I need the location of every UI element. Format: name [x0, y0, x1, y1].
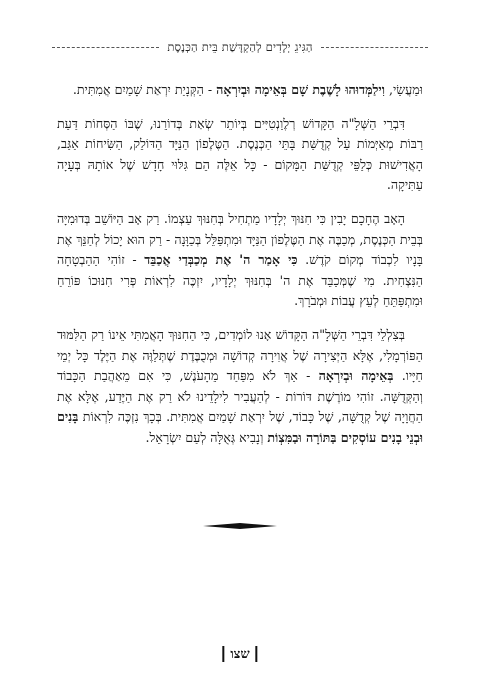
text-run: בְּצִלְלֵי דִּבְרֵי הַשְּׁלָ"ה הַקָּדוֹשׁ אָנוּ לוֹמְדִים, כִּי הַחִנּוּךְ הָאֲמִתִּי אֵינוֹ רַק הַלִּמּוּד הַפּוֹרְמָלִי, אֶלָּא הַיְּצִירָה שֶׁל אֲוִירָה קְדוֹשָׁה וּמְכֻבֶּדֶת שֶׁתְּלַוֶּה אֶת הַיֶּלֶד כָּל יְמֵי חַיָּיו. [57, 326, 423, 384]
running-header-title: הַגִּיגֵ יְלָדִים לְהַקְדָּשַׁת בֵּית הַכְּנֶסֶת [167, 40, 313, 54]
body-text [57, 80, 423, 462]
paragraph [57, 209, 423, 312]
running-header [52, 40, 428, 54]
header-rule-right [321, 47, 428, 48]
text-run: - אַךְ לֹא מִפַּחַד מֵהָעֹנֶשׁ, כִּי אִם מֵאַהֲבַת הַכָּבוֹד וְהַקְּדֻשָּׁה. זוֹהִי מוֹרֶשֶׁת דּוֹרוֹת - לְהַעֲבִיר לִילָדֵינוּ לֹא רַק אֶת הַיֶּדַע, אֶלָּא אֶת הַחֲוָיָה שֶׁל קְדֻשָּׁה, שֶׁל כָּבוֹד, שֶׁל יִרְאַת שָׁמַיִם אֲמִתִּית. בְּכָךְ נִזְכֶּה לִרְאוֹת [57, 368, 423, 425]
header-rule-left [52, 47, 159, 48]
folio-bar-left [222, 646, 224, 662]
paragraph [57, 114, 423, 196]
text-run: וְנָבִיא גְּאֻלָּה לְעַם יִשְׂרָאֵל. [145, 429, 268, 445]
paragraph [57, 325, 423, 449]
text-run: - זוֹהִי הַהַבְטָחָה הַנִּצְחִית. מִי שֶׁמְּכַבֵּד אֶת ה' בְּחִנּוּךְ יְלָדָיו, יִזְכֶּה לִרְאוֹת פְּרִי חִנּוּכוֹ פּוֹרֵחַ וּמִתְפַּתֵּחַ לְעֵץ עֲבוֹת וּמְבֹרָךְ. [57, 252, 423, 309]
folio-bar-right [256, 646, 258, 662]
bold-phrase: בָּנִים וּבְנֵי בָנִים עוֹסְקִים בַּתּוֹרָה וּבַמִּצְוֹת [57, 409, 423, 445]
text-run: דִּבְרֵי הַשְּׁלָ"ה הַקָּדוֹשׁ רְלֶוַנְטִיִּים בְּיוֹתֵר שְׂאַת בְּדוֹרֵנוּ, שֶׁבּוֹ הַסְּחוֹת דַּעַת רַבּוֹת מְאַיְּמוֹת עַל קְדֻשַּׁת בָּתֵּי הַכְּנֶסֶת. הַטֶּלֶפוֹן הַנַּיָּד הַדּוֹלֵק, הַשִּׂיחוֹת אַגַּב, הָאֲדִישׁוּת כְּלַפֵּי קְדֻשַּׁת הַמָּקוֹם - כָּל אֵלֶּה הֵם גִּלּוּי חָדָשׁ שֶׁל אוֹתָהּ בְּעָיָה עַתִּיקָה. [57, 115, 423, 193]
diamond-rule-ornament-icon [203, 521, 277, 531]
bold-phrase: כִּי אָמַר ה' אֶת מְכַבְּדַי אֲכַבֵּד [144, 252, 298, 268]
text-run: - הַקְּנָיַת יִרְאַת שָׁמַיִם אֲמִתִּית. [72, 82, 217, 97]
text-run: הָאָב הֶחָכָם יָבִין כִּי חִנּוּךְ יְלָדָיו מַתְחִיל בְּחִנּוּךְ עַצְמוֹ. רַק אָב הַיּוֹשֵׁב בְּדוּמִיָּה בְּבֵית הַכְּנֶסֶת, מְכַבֶּה אֶת הַטֶּלֶפוֹן הַנַּיָּד וּמִתְפַּלֵּל בְּכַוָּנָה - רַק הוּא יָכוֹל לְחַנֵּךְ אֶת בָּנָיו לִכְבוֹד מְקוֹם קֹדֶשׁ. [57, 210, 424, 268]
page-number-text: שצו [230, 647, 250, 662]
paragraph [57, 80, 423, 101]
text-run: וּמַעֲשַׂי, [384, 82, 423, 97]
page-number [222, 646, 257, 662]
bold-phrase: וִילַמְּדוּהוּ לָשֶׁבֶת שָׁם בְּאֵימָה וּבְיִרְאָה [216, 82, 385, 97]
bold-phrase: בְּאֵימָה וּבְיִרְאָה [318, 368, 394, 384]
